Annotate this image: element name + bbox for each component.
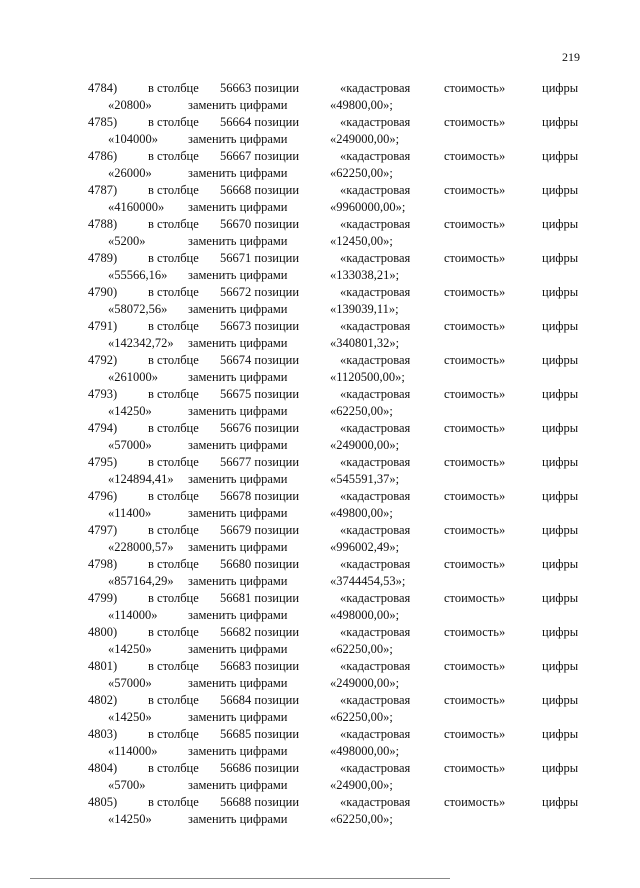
replace-phrase: заменить цифрами <box>188 744 288 758</box>
new-value: «249000,00»; <box>330 132 400 146</box>
column-phrase: в столбце <box>148 455 199 469</box>
amendment-item <box>88 216 588 250</box>
amendment-item <box>88 250 588 284</box>
amendment-item <box>88 148 588 182</box>
amendment-item <box>88 760 588 794</box>
item-number: 4789) <box>88 251 118 265</box>
digits-word: цифры <box>542 625 579 639</box>
position-phrase: 56668 позиции <box>220 183 300 197</box>
replace-phrase: заменить цифрами <box>188 302 288 316</box>
position-phrase: 56678 позиции <box>220 489 300 503</box>
new-value: «498000,00»; <box>330 744 400 758</box>
digits-word: цифры <box>542 693 579 707</box>
position-phrase: 56685 позиции <box>220 727 300 741</box>
value-word: стоимость» <box>444 557 506 571</box>
amendment-line-1 <box>88 114 588 130</box>
replace-phrase: заменить цифрами <box>188 268 288 282</box>
item-number: 4798) <box>88 557 118 571</box>
cadastral-word: «кадастровая <box>340 727 411 741</box>
digits-word: цифры <box>542 353 579 367</box>
item-number: 4795) <box>88 455 118 469</box>
position-phrase: 56664 позиции <box>220 115 300 129</box>
old-value: «26000» <box>108 166 152 180</box>
cadastral-word: «кадастровая <box>340 285 411 299</box>
footer-rule <box>30 878 450 879</box>
digits-word: цифры <box>542 455 579 469</box>
new-value: «49800,00»; <box>330 98 393 112</box>
replace-phrase: заменить цифрами <box>188 98 288 112</box>
column-phrase: в столбце <box>148 489 199 503</box>
digits-word: цифры <box>542 421 579 435</box>
column-phrase: в столбце <box>148 183 199 197</box>
replace-phrase: заменить цифрами <box>188 166 288 180</box>
old-value: «142342,72» <box>108 336 174 350</box>
amendment-line-1 <box>88 284 588 300</box>
position-phrase: 56667 позиции <box>220 149 300 163</box>
value-word: стоимость» <box>444 489 506 503</box>
old-value: «104000» <box>108 132 158 146</box>
old-value: «261000» <box>108 370 158 384</box>
item-number: 4785) <box>88 115 118 129</box>
cadastral-word: «кадастровая <box>340 489 411 503</box>
amendment-item <box>88 522 588 556</box>
amendment-line-1 <box>88 590 588 606</box>
position-phrase: 56688 позиции <box>220 795 300 809</box>
column-phrase: в столбце <box>148 625 199 639</box>
position-phrase: 56680 позиции <box>220 557 300 571</box>
value-word: стоимость» <box>444 523 506 537</box>
cadastral-word: «кадастровая <box>340 659 411 673</box>
new-value: «996002,49»; <box>330 540 400 554</box>
digits-word: цифры <box>542 489 579 503</box>
amendment-line-1 <box>88 386 588 402</box>
item-number: 4786) <box>88 149 118 163</box>
digits-word: цифры <box>542 81 579 95</box>
old-value: «5200» <box>108 234 146 248</box>
cadastral-word: «кадастровая <box>340 795 411 809</box>
column-phrase: в столбце <box>148 81 199 95</box>
replace-phrase: заменить цифрами <box>188 710 288 724</box>
amendment-line-1 <box>88 420 588 436</box>
cadastral-word: «кадастровая <box>340 625 411 639</box>
amendment-line-1 <box>88 556 588 572</box>
column-phrase: в столбце <box>148 387 199 401</box>
amendment-line-1 <box>88 318 588 334</box>
old-value: «14250» <box>108 710 152 724</box>
cadastral-word: «кадастровая <box>340 183 411 197</box>
replace-phrase: заменить цифрами <box>188 472 288 486</box>
value-word: стоимость» <box>444 319 506 333</box>
item-number: 4796) <box>88 489 118 503</box>
new-value: «340801,32»; <box>330 336 400 350</box>
replace-phrase: заменить цифрами <box>188 506 288 520</box>
item-number: 4805) <box>88 795 118 809</box>
item-number: 4791) <box>88 319 118 333</box>
amendment-line-1 <box>88 794 588 810</box>
amendment-item <box>88 658 588 692</box>
column-phrase: в столбце <box>148 523 199 537</box>
column-phrase: в столбце <box>148 659 199 673</box>
value-word: стоимость» <box>444 353 506 367</box>
amendment-line-1 <box>88 488 588 504</box>
item-number: 4787) <box>88 183 118 197</box>
cadastral-word: «кадастровая <box>340 319 411 333</box>
replace-phrase: заменить цифрами <box>188 812 288 826</box>
value-word: стоимость» <box>444 387 506 401</box>
replace-phrase: заменить цифрами <box>188 574 288 588</box>
value-word: стоимость» <box>444 285 506 299</box>
column-phrase: в столбце <box>148 319 199 333</box>
position-phrase: 56670 позиции <box>220 217 300 231</box>
digits-word: цифры <box>542 795 579 809</box>
item-number: 4797) <box>88 523 118 537</box>
value-word: стоимость» <box>444 421 506 435</box>
old-value: «14250» <box>108 404 152 418</box>
digits-word: цифры <box>542 285 579 299</box>
column-phrase: в столбце <box>148 591 199 605</box>
value-word: стоимость» <box>444 149 506 163</box>
old-value: «114000» <box>108 608 158 622</box>
old-value: «20800» <box>108 98 152 112</box>
old-value: «5700» <box>108 778 146 792</box>
replace-phrase: заменить цифрами <box>188 336 288 350</box>
value-word: стоимость» <box>444 115 506 129</box>
column-phrase: в столбце <box>148 795 199 809</box>
cadastral-word: «кадастровая <box>340 761 411 775</box>
digits-word: цифры <box>542 659 579 673</box>
value-word: стоимость» <box>444 591 506 605</box>
digits-word: цифры <box>542 387 579 401</box>
replace-phrase: заменить цифрами <box>188 540 288 554</box>
value-word: стоимость» <box>444 81 506 95</box>
position-phrase: 56683 позиции <box>220 659 300 673</box>
new-value: «249000,00»; <box>330 676 400 690</box>
amendment-item <box>88 794 588 828</box>
column-phrase: в столбце <box>148 353 199 367</box>
digits-word: цифры <box>542 217 579 231</box>
amendment-line-1 <box>88 454 588 470</box>
value-word: стоимость» <box>444 727 506 741</box>
column-phrase: в столбце <box>148 217 199 231</box>
position-phrase: 56663 позиции <box>220 81 300 95</box>
position-phrase: 56681 позиции <box>220 591 300 605</box>
column-phrase: в столбце <box>148 115 199 129</box>
old-value: «11400» <box>108 506 152 520</box>
value-word: стоимость» <box>444 455 506 469</box>
item-number: 4803) <box>88 727 118 741</box>
new-value: «545591,37»; <box>330 472 400 486</box>
amendment-line-1 <box>88 522 588 538</box>
value-word: стоимость» <box>444 625 506 639</box>
old-value: «124894,41» <box>108 472 174 486</box>
amendment-item <box>88 182 588 216</box>
old-value: «57000» <box>108 676 152 690</box>
digits-word: цифры <box>542 319 579 333</box>
cadastral-word: «кадастровая <box>340 387 411 401</box>
old-value: «857164,29» <box>108 574 174 588</box>
new-value: «62250,00»; <box>330 812 393 826</box>
item-number: 4804) <box>88 761 118 775</box>
digits-word: цифры <box>542 251 579 265</box>
digits-word: цифры <box>542 557 579 571</box>
old-value: «58072,56» <box>108 302 168 316</box>
position-phrase: 56674 позиции <box>220 353 300 367</box>
value-word: стоимость» <box>444 659 506 673</box>
new-value: «9960000,00»; <box>330 200 406 214</box>
value-word: стоимость» <box>444 693 506 707</box>
new-value: «498000,00»; <box>330 608 400 622</box>
old-value: «228000,57» <box>108 540 174 554</box>
page-number: 219 <box>562 50 580 64</box>
digits-word: цифры <box>542 523 579 537</box>
item-number: 4800) <box>88 625 118 639</box>
amendment-item <box>88 590 588 624</box>
amendment-item <box>88 488 588 522</box>
amendment-item <box>88 318 588 352</box>
amendment-line-1 <box>88 148 588 164</box>
replace-phrase: заменить цифрами <box>188 438 288 452</box>
amendment-item <box>88 726 588 760</box>
new-value: «133038,21»; <box>330 268 400 282</box>
cadastral-word: «кадастровая <box>340 149 411 163</box>
cadastral-word: «кадастровая <box>340 217 411 231</box>
replace-phrase: заменить цифрами <box>188 676 288 690</box>
amendment-item <box>88 386 588 420</box>
old-value: «57000» <box>108 438 152 452</box>
position-phrase: 56686 позиции <box>220 761 300 775</box>
amendment-line-1 <box>88 726 588 742</box>
replace-phrase: заменить цифрами <box>188 404 288 418</box>
replace-phrase: заменить цифрами <box>188 608 288 622</box>
position-phrase: 56677 позиции <box>220 455 300 469</box>
value-word: стоимость» <box>444 217 506 231</box>
new-value: «62250,00»; <box>330 710 393 724</box>
cadastral-word: «кадастровая <box>340 251 411 265</box>
value-word: стоимость» <box>444 761 506 775</box>
column-phrase: в столбце <box>148 557 199 571</box>
position-phrase: 56676 позиции <box>220 421 300 435</box>
cadastral-word: «кадастровая <box>340 591 411 605</box>
replace-phrase: заменить цифрами <box>188 370 288 384</box>
item-number: 4802) <box>88 693 118 707</box>
item-number: 4799) <box>88 591 118 605</box>
replace-phrase: заменить цифрами <box>188 200 288 214</box>
new-value: «1120500,00»; <box>330 370 405 384</box>
old-value: «4160000» <box>108 200 165 214</box>
amendment-item <box>88 114 588 148</box>
amendment-item <box>88 692 588 726</box>
cadastral-word: «кадастровая <box>340 353 411 367</box>
item-number: 4788) <box>88 217 118 231</box>
item-number: 4793) <box>88 387 118 401</box>
value-word: стоимость» <box>444 795 506 809</box>
new-value: «62250,00»; <box>330 642 393 656</box>
amendment-item <box>88 284 588 318</box>
position-phrase: 56679 позиции <box>220 523 300 537</box>
digits-word: цифры <box>542 183 579 197</box>
column-phrase: в столбце <box>148 285 199 299</box>
column-phrase: в столбце <box>148 149 199 163</box>
amendment-line-1 <box>88 182 588 198</box>
amendment-line-1 <box>88 692 588 708</box>
amendment-list <box>88 80 588 828</box>
amendment-item <box>88 420 588 454</box>
cadastral-word: «кадастровая <box>340 81 411 95</box>
replace-phrase: заменить цифрами <box>188 132 288 146</box>
new-value: «62250,00»; <box>330 404 393 418</box>
new-value: «3744454,53»; <box>330 574 406 588</box>
amendment-line-1 <box>88 352 588 368</box>
old-value: «14250» <box>108 642 152 656</box>
item-number: 4801) <box>88 659 118 673</box>
amendment-item <box>88 80 588 114</box>
new-value: «249000,00»; <box>330 438 400 452</box>
column-phrase: в столбце <box>148 251 199 265</box>
amendment-item <box>88 454 588 488</box>
old-value: «114000» <box>108 744 158 758</box>
new-value: «12450,00»; <box>330 234 393 248</box>
amendment-line-1 <box>88 80 588 96</box>
digits-word: цифры <box>542 727 579 741</box>
old-value: «14250» <box>108 812 152 826</box>
digits-word: цифры <box>542 591 579 605</box>
column-phrase: в столбце <box>148 693 199 707</box>
position-phrase: 56672 позиции <box>220 285 300 299</box>
column-phrase: в столбце <box>148 421 199 435</box>
item-number: 4790) <box>88 285 118 299</box>
column-phrase: в столбце <box>148 727 199 741</box>
cadastral-word: «кадастровая <box>340 421 411 435</box>
cadastral-word: «кадастровая <box>340 455 411 469</box>
item-number: 4784) <box>88 81 118 95</box>
item-number: 4792) <box>88 353 118 367</box>
position-phrase: 56671 позиции <box>220 251 300 265</box>
amendment-line-1 <box>88 658 588 674</box>
digits-word: цифры <box>542 115 579 129</box>
amendment-line-1 <box>88 624 588 640</box>
new-value: «24900,00»; <box>330 778 393 792</box>
amendment-line-1 <box>88 760 588 776</box>
value-word: стоимость» <box>444 251 506 265</box>
position-phrase: 56675 позиции <box>220 387 300 401</box>
position-phrase: 56673 позиции <box>220 319 300 333</box>
cadastral-word: «кадастровая <box>340 115 411 129</box>
position-phrase: 56684 позиции <box>220 693 300 707</box>
replace-phrase: заменить цифрами <box>188 234 288 248</box>
column-phrase: в столбце <box>148 761 199 775</box>
value-word: стоимость» <box>444 183 506 197</box>
new-value: «62250,00»; <box>330 166 393 180</box>
replace-phrase: заменить цифрами <box>188 642 288 656</box>
amendment-line-1 <box>88 216 588 232</box>
cadastral-word: «кадастровая <box>340 523 411 537</box>
amendment-line-1 <box>88 250 588 266</box>
digits-word: цифры <box>542 149 579 163</box>
amendment-item <box>88 352 588 386</box>
cadastral-word: «кадастровая <box>340 693 411 707</box>
new-value: «139039,11»; <box>330 302 399 316</box>
replace-phrase: заменить цифрами <box>188 778 288 792</box>
position-phrase: 56682 позиции <box>220 625 300 639</box>
old-value: «55566,16» <box>108 268 168 282</box>
digits-word: цифры <box>542 761 579 775</box>
amendment-item <box>88 556 588 590</box>
amendment-item <box>88 624 588 658</box>
cadastral-word: «кадастровая <box>340 557 411 571</box>
new-value: «49800,00»; <box>330 506 393 520</box>
item-number: 4794) <box>88 421 118 435</box>
